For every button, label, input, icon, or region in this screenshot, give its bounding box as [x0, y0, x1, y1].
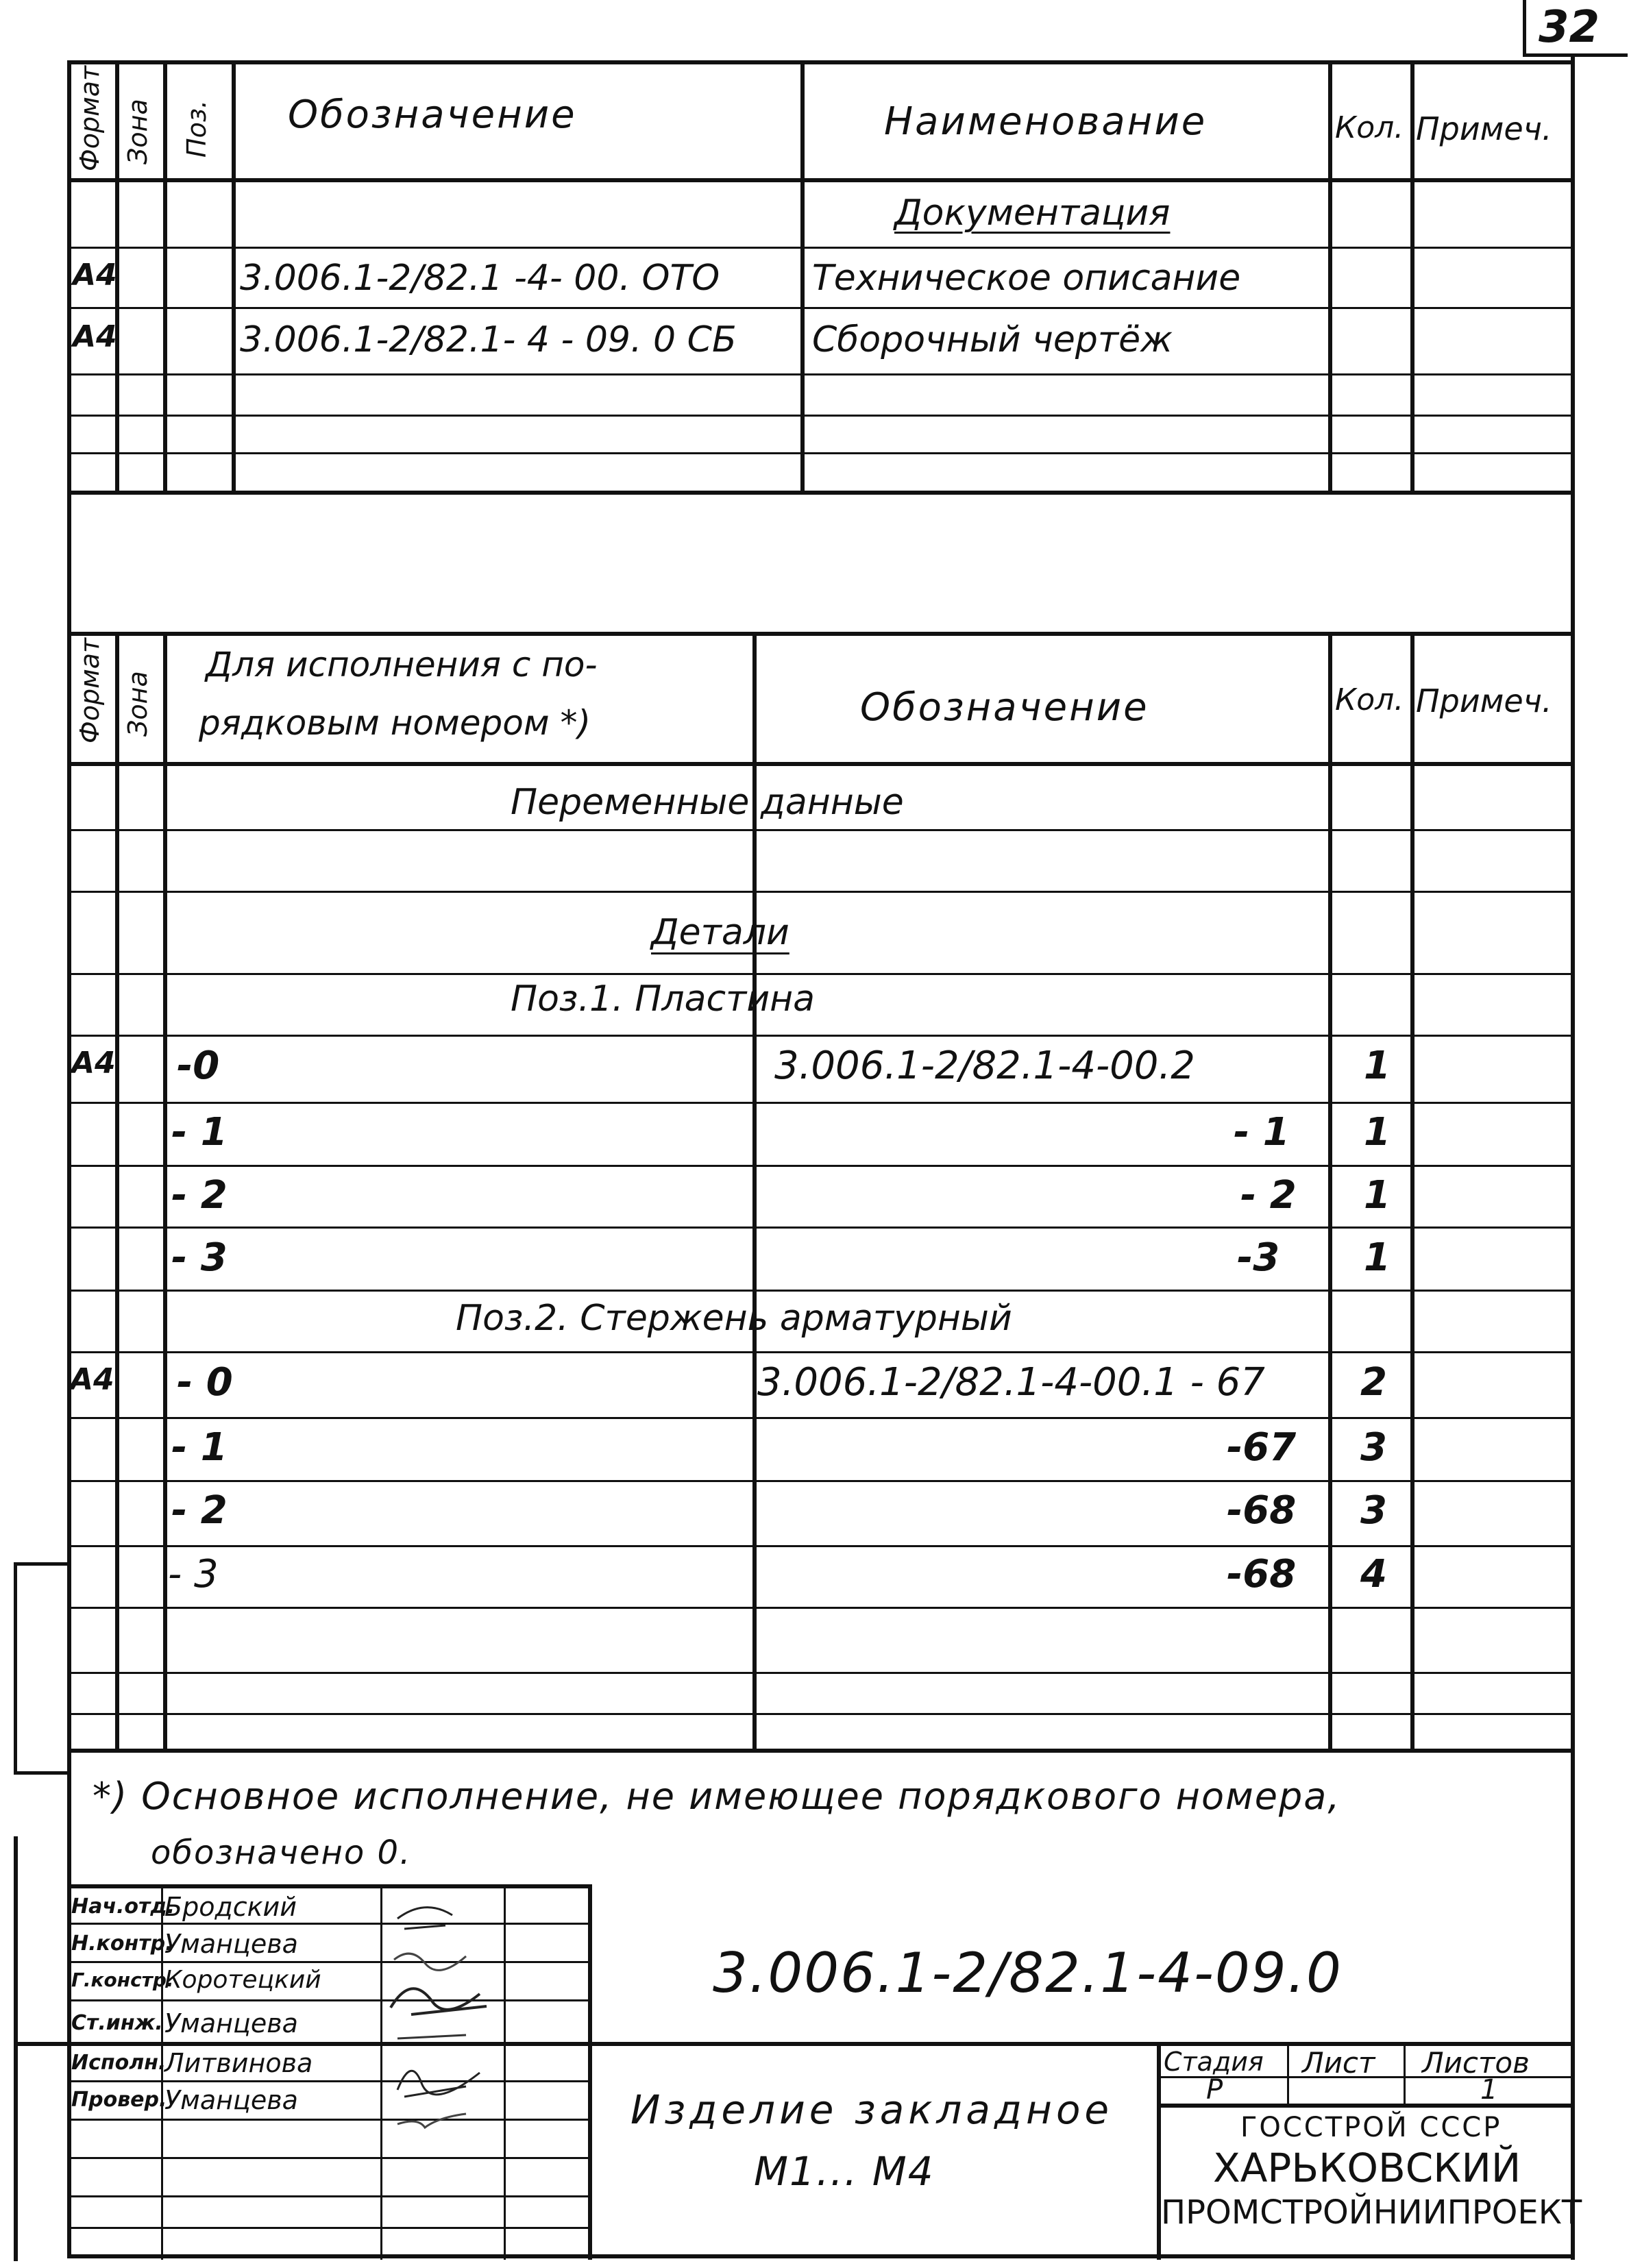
- group-title: Поз.1. Пластина: [511, 978, 815, 1020]
- row-variant: - 1: [171, 1425, 228, 1470]
- spec-col-line: [1328, 60, 1332, 493]
- spec-bottom-line: [67, 491, 1575, 495]
- row-qty: 1: [1364, 1110, 1391, 1155]
- variant-row-line: [67, 1672, 1575, 1674]
- variant-row-line: [67, 829, 1575, 831]
- row-variant: - 0: [177, 1360, 233, 1405]
- variant-header-qty: Кол.: [1335, 682, 1404, 717]
- spec-col-line: [800, 60, 805, 493]
- spec-row-format: А4: [73, 319, 117, 354]
- signature-scribbles: [384, 1891, 562, 2138]
- sig-name: Бродский: [164, 1892, 297, 1922]
- spec-row-name: Техническое описание: [812, 258, 1241, 299]
- spec-row-format: А4: [73, 258, 117, 293]
- spec-row-line: [67, 415, 1575, 417]
- footnote-line1: *) Основное исполнение, не имеющее порядкового номера,: [93, 1775, 1341, 1818]
- sig-role: Ст.инж.: [71, 2011, 163, 2035]
- spec-row-line: [67, 373, 1575, 375]
- variable-data-title: Переменные данные: [511, 782, 904, 823]
- stage-value: Р: [1206, 2074, 1223, 2106]
- spec-row-designation: 3.006.1-2/82.1- 4 - 09. 0 СБ: [240, 319, 737, 360]
- variant-row-line: [67, 1165, 1575, 1167]
- product-name-line2: М1... М4: [754, 2148, 935, 2195]
- sig-col-line: [380, 1884, 382, 2260]
- sheets-value: 1: [1480, 2074, 1498, 2106]
- sheet-label: Лист: [1302, 2046, 1375, 2080]
- footnote-line2: обозначено 0.: [151, 1834, 412, 1872]
- spec-header-note: Примеч.: [1416, 110, 1552, 147]
- variant-header-note: Примеч.: [1416, 682, 1552, 719]
- variant-top-line: [67, 632, 1575, 636]
- row-qty: 1: [1364, 1044, 1391, 1088]
- variant-bottom-line: [67, 1749, 1575, 1753]
- variant-col-line: [115, 632, 119, 1750]
- row-variant: - 3: [171, 1235, 228, 1280]
- stage-block-line: [1287, 2042, 1289, 2104]
- sig-name: Уманцева: [164, 2085, 298, 2115]
- spec-col-line: [232, 60, 236, 493]
- sig-col-line: [588, 1884, 592, 2260]
- spec-section-title: Документация: [894, 193, 1171, 234]
- details-title: Детали: [651, 912, 789, 953]
- spec-col-line: [163, 60, 167, 493]
- spec-header-pos: Поз.: [182, 99, 212, 158]
- row-designation: -68: [1227, 1552, 1297, 1597]
- variant-header-format: Формат: [75, 637, 105, 743]
- row-qty: 1: [1364, 1173, 1391, 1218]
- title-top-line: [67, 1884, 588, 1888]
- variant-header-zone: Зона: [123, 671, 153, 737]
- margin-line: [14, 1836, 18, 2261]
- row-designation: -3: [1237, 1235, 1280, 1280]
- sig-row-line: [67, 2157, 588, 2159]
- variant-header-line1: Для исполнения с по-: [206, 645, 598, 685]
- sig-name: Коротецкий: [164, 1966, 321, 1994]
- variant-row-line: [67, 891, 1575, 893]
- row-variant: - 1: [171, 1110, 228, 1155]
- sig-role: Н.контр.: [71, 1932, 173, 1956]
- product-name-line1: Изделие закладное: [630, 2086, 1114, 2133]
- variant-col-line: [1328, 632, 1332, 1750]
- row-designation: - 2: [1240, 1173, 1297, 1218]
- row-designation: - 1: [1234, 1110, 1290, 1155]
- row-variant: - 3: [168, 1552, 219, 1597]
- spec-header-qty: Кол.: [1335, 110, 1404, 145]
- document-code: 3.006.1-2/82.1-4-09.0: [713, 1941, 1343, 2005]
- row-qty: 2: [1360, 1360, 1387, 1405]
- variant-row-line: [67, 1035, 1575, 1037]
- row-variant: -0: [177, 1044, 220, 1088]
- spec-row-name: Сборочный чертёж: [812, 319, 1173, 360]
- variant-row-line: [67, 1713, 1575, 1715]
- org-line3: ПРОМСТРОЙНИИПРОЕКТ: [1161, 2193, 1582, 2232]
- variant-row-line: [67, 1545, 1575, 1547]
- row-variant: - 2: [171, 1488, 228, 1533]
- right-edge: [1571, 53, 1575, 2260]
- org-line2: ХАРЬКОВСКИЙ: [1213, 2145, 1521, 2191]
- spec-header-name: Наименование: [884, 99, 1208, 144]
- row-designation: 3.006.1-2/82.1-4-00.1 - 67: [757, 1360, 1265, 1405]
- variant-row-line: [67, 1607, 1575, 1609]
- variant-col-line: [1410, 632, 1414, 1750]
- group-title: Поз.2. Стержень арматурный: [456, 1298, 1012, 1339]
- sig-row-line: [67, 2195, 588, 2197]
- sig-name: Литвинова: [164, 2048, 313, 2078]
- row-qty: 4: [1360, 1552, 1387, 1597]
- sheets-label: Листов: [1422, 2046, 1530, 2080]
- sig-role: Г.констр.: [71, 1969, 174, 1991]
- sig-name: Уманцева: [164, 2008, 298, 2038]
- spec-header-zone: Зона: [123, 99, 153, 164]
- row-designation: -67: [1227, 1425, 1297, 1470]
- sig-role: Нач.отд.: [71, 1895, 175, 1919]
- sig-role: Исполн.: [71, 2051, 167, 2075]
- row-qty: 3: [1360, 1488, 1387, 1533]
- row-qty: 1: [1364, 1235, 1391, 1280]
- variant-row-line: [67, 1227, 1575, 1229]
- variant-row-line: [67, 973, 1575, 975]
- stage-label: Стадия: [1164, 2047, 1264, 2077]
- variant-header-designation: Обозначение: [860, 685, 1149, 730]
- sig-row-line: [67, 2227, 588, 2229]
- spec-row-line: [67, 247, 1575, 249]
- row-qty: 3: [1360, 1425, 1387, 1470]
- sig-name: Уманцева: [164, 1929, 298, 1959]
- spec-row-line: [67, 452, 1575, 454]
- variant-row-line: [67, 1290, 1575, 1292]
- row-format: А4: [70, 1362, 114, 1397]
- margin-bracket: [14, 1562, 71, 1775]
- org-line1: ГОССТРОЙ СССР: [1240, 2112, 1502, 2143]
- spec-row-designation: 3.006.1-2/82.1 -4- 00. ОТО: [240, 258, 720, 299]
- variant-row-line: [67, 1480, 1575, 1482]
- sheet-number: 32: [1539, 2, 1600, 53]
- row-format: А4: [71, 1046, 116, 1081]
- spec-col-line: [1410, 60, 1414, 493]
- row-designation: 3.006.1-2/82.1-4-00.2: [774, 1044, 1195, 1088]
- sig-role: Провер.: [71, 2088, 167, 2112]
- variant-header-line2: рядковым номером *): [199, 703, 591, 743]
- spec-header-format: Формат: [75, 65, 105, 171]
- spec-row-line: [67, 307, 1575, 309]
- spec-header-line: [67, 178, 1575, 182]
- variant-col-line: [163, 632, 167, 1750]
- variant-row-line: [67, 1417, 1575, 1419]
- variant-row-line: [67, 1351, 1575, 1353]
- row-designation: -68: [1227, 1488, 1297, 1533]
- spec-header-designation: Обозначение: [288, 93, 577, 137]
- stage-block-line: [1404, 2042, 1406, 2104]
- row-variant: - 2: [171, 1173, 228, 1218]
- variant-row-line: [67, 1102, 1575, 1104]
- variant-header-line: [67, 762, 1575, 766]
